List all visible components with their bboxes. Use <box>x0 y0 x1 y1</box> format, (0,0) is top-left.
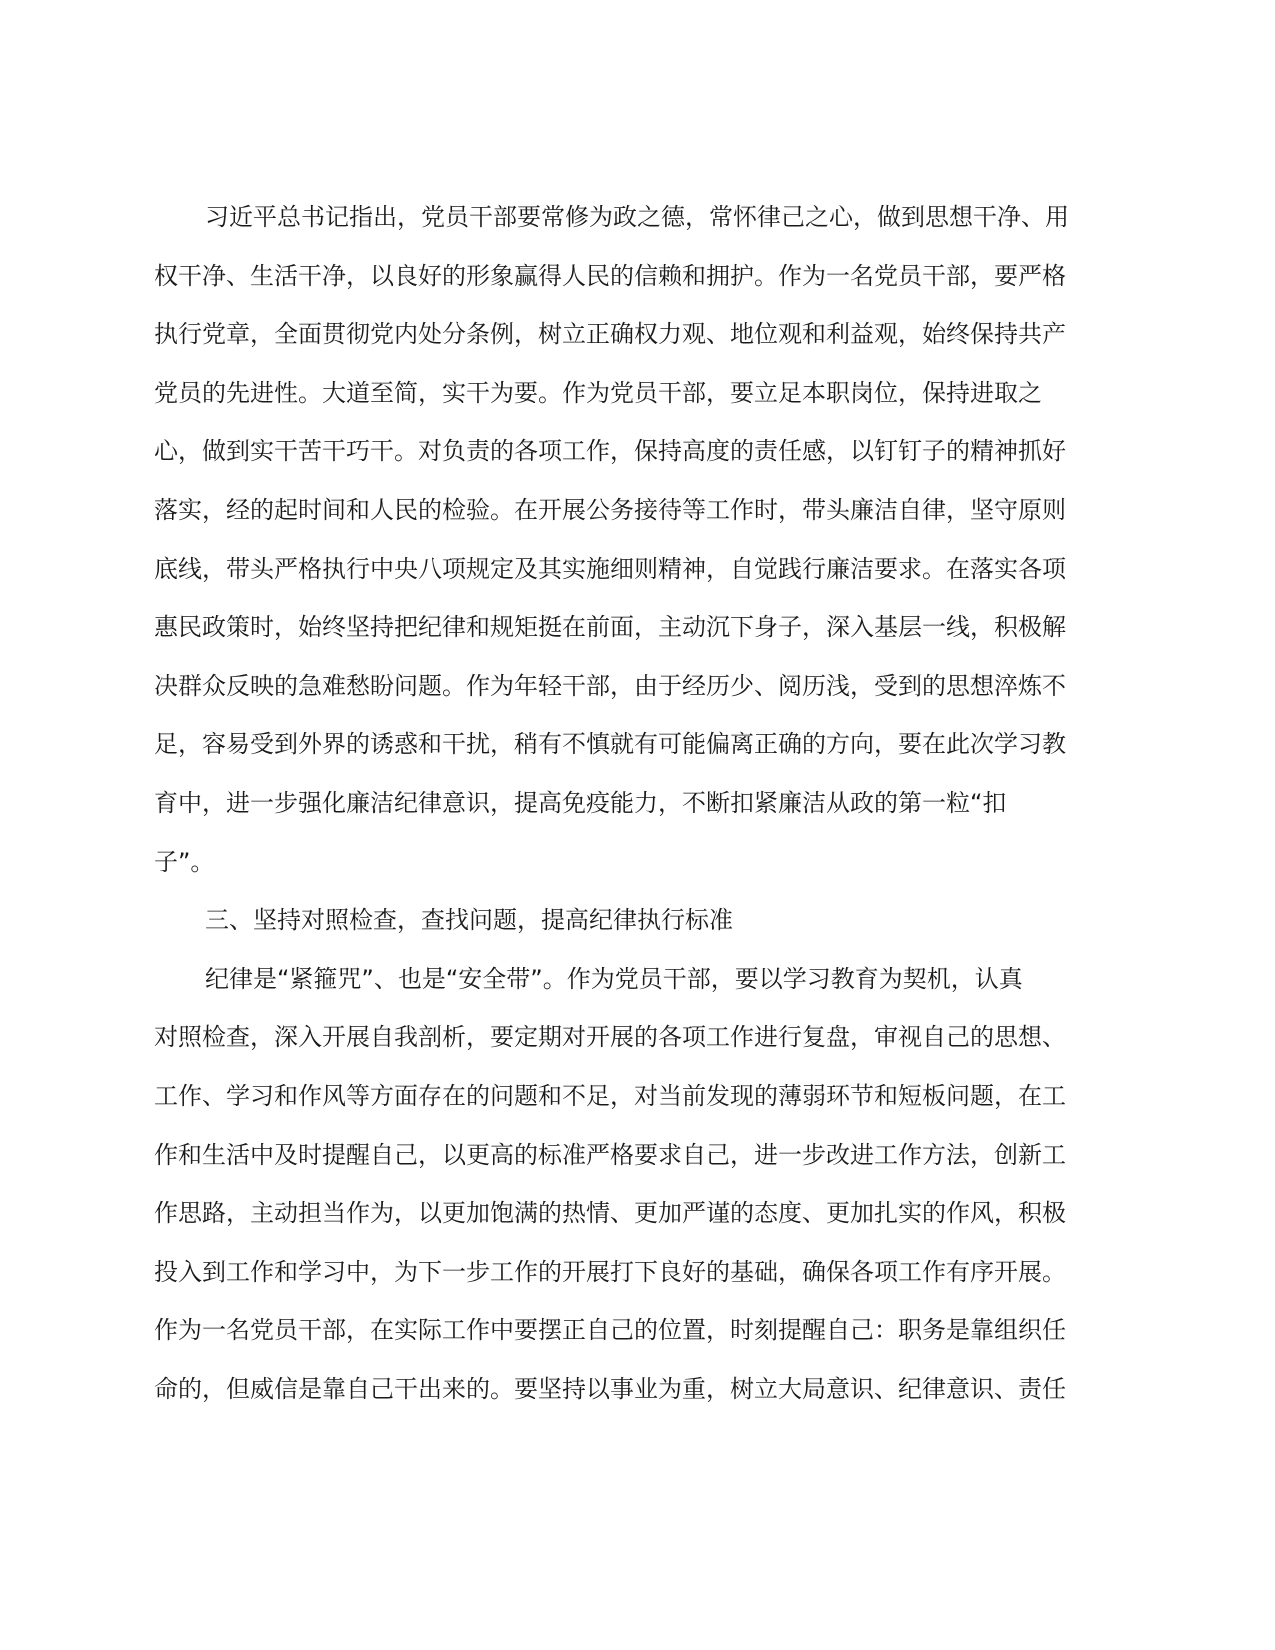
paragraph-line: 子”。 <box>154 847 215 876</box>
paragraph-line: 工作、学习和作风等方面存在的问题和不足，对当前发现的薄弱环节和短板问题，在工 <box>154 1081 1066 1110</box>
paragraph-line: 足，容易受到外界的诱惑和干扰，稍有不慎就有可能偏离正确的方向，要在此次学习教 <box>154 730 1066 759</box>
paragraph-line: 纪律是“紧箍咒”、也是“安全带”。作为党员干部，要以学习教育为契机，认真 <box>205 964 1023 993</box>
paragraph-line: 作和生活中及时提醒自己，以更高的标准严格要求自己，进一步改进工作方法，创新工 <box>154 1140 1066 1169</box>
paragraph-line: 投入到工作和学习中，为下一步工作的开展打下良好的基础，确保各项工作有序开展。 <box>154 1257 1066 1286</box>
paragraph-line: 惠民政策时，始终坚持把纪律和规矩挺在前面，主动沉下身子，深入基层一线，积极解 <box>154 613 1066 642</box>
paragraph-line: 作思路，主动担当作为，以更加饱满的热情、更加严谨的态度、更加扎实的作风，积极 <box>154 1199 1066 1228</box>
document-body <box>154 188 1109 1418</box>
paragraph-line: 命的，但威信是靠自己干出来的。要坚持以事业为重，树立大局意识、纪律意识、责任 <box>154 1374 1066 1403</box>
paragraph-line: 党员的先进性。大道至简，实干为要。作为党员干部，要立足本职岗位，保持进取之 <box>154 378 1042 407</box>
paragraph-line: 心，做到实干苦干巧干。对负责的各项工作，保持高度的责任感，以钉钉子的精神抓好 <box>154 437 1066 466</box>
paragraph-line: 作为一名党员干部，在实际工作中要摆正自己的位置，时刻提醒自己：职务是靠组织任 <box>154 1316 1066 1345</box>
paragraph-line: 落实，经的起时间和人民的检验。在开展公务接待等工作时，带头廉洁自律，坚守原则 <box>154 495 1066 524</box>
paragraph-line: 习近平总书记指出，党员干部要常修为政之德，常怀律己之心，做到思想干净、用 <box>205 203 1069 231</box>
paragraph-line: 决群众反映的急难愁盼问题。作为年轻干部，由于经历少、阅历浅，受到的思想淬炼不 <box>154 671 1066 700</box>
paragraph-line: 对照检查，深入开展自我剖析，要定期对开展的各项工作进行复盘，审视自己的思想、 <box>154 1023 1066 1052</box>
paragraph-line: 育中，进一步强化廉洁纪律意识，提高免疫能力，不断扣紧廉洁从政的第一粒“扣 <box>154 788 1007 817</box>
paragraph-line: 执行党章，全面贯彻党内处分条例，树立正确权力观、地位观和利益观，始终保持共产 <box>154 320 1066 349</box>
paragraph-line: 权干净、生活干净，以良好的形象赢得人民的信赖和拥护。作为一名党员干部，要严格 <box>154 261 1066 290</box>
section-heading: 三、坚持对照检查，查找问题，提高纪律执行标准 <box>205 906 733 935</box>
paragraph-line: 底线，带头严格执行中央八项规定及其实施细则精神，自觉践行廉洁要求。在落实各项 <box>154 554 1066 583</box>
